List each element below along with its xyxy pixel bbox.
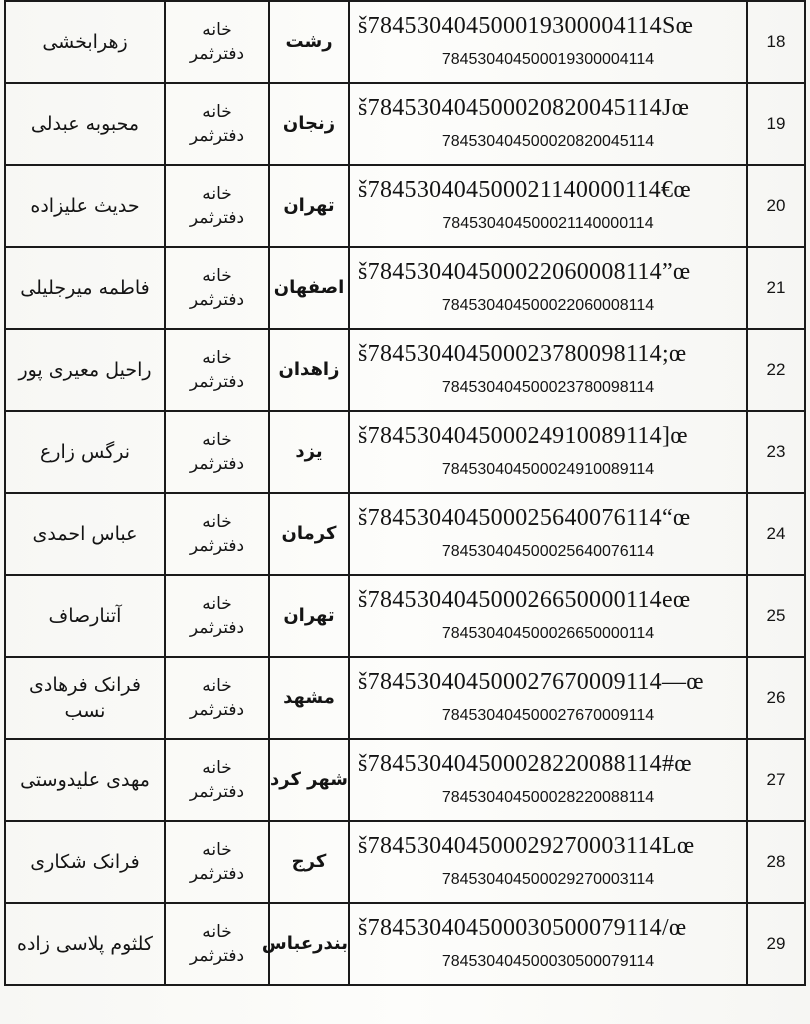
row-index: 24 [766, 524, 786, 543]
recipient-name: نرگس زارع [39, 441, 131, 463]
code-cell [349, 575, 747, 657]
type-line-1: خانه [202, 922, 232, 942]
code-cell [349, 739, 747, 821]
city-cell [269, 821, 349, 903]
barcode-text: š784530404500025640076114“œ [358, 505, 691, 531]
row-index: 20 [766, 196, 786, 215]
table-row [5, 1, 805, 83]
table-row [5, 821, 805, 903]
tracking-number: 784530404500030500079114 [441, 953, 655, 970]
barcode-text: š784530404500020820045114Jœ [358, 95, 690, 121]
city-cell [269, 493, 349, 575]
row-index-cell [747, 411, 805, 493]
table-row [5, 165, 805, 247]
table-row [5, 247, 805, 329]
tracking-number: 784530404500020820045114 [441, 133, 655, 150]
type-cell [165, 165, 269, 247]
type-line-2: دفترثمر [189, 454, 245, 474]
type-line-1: خانه [202, 266, 232, 286]
type-line-2: دفترثمر [189, 126, 245, 146]
code-cell [349, 165, 747, 247]
city-name: رشت [285, 31, 333, 52]
recipient-name: عباس احمدی [32, 523, 138, 545]
recipient-name: فاطمه میرجلیلی [20, 277, 150, 299]
table-row [5, 739, 805, 821]
table-row [5, 329, 805, 411]
type-line-2: دفترثمر [189, 44, 245, 64]
type-line-1: خانه [202, 512, 232, 532]
table-row [5, 493, 805, 575]
type-line-1: خانه [202, 676, 232, 696]
row-index-cell [747, 903, 805, 985]
type-cell [165, 739, 269, 821]
recipient-name: فرانک فرهادی نسب [29, 674, 141, 722]
tracking-number: 784530404500025640076114 [441, 543, 655, 560]
tracking-number: 784530404500023780098114 [441, 379, 655, 396]
barcode-text: š784530404500019300004114Sœ [358, 13, 694, 39]
row-index-cell [747, 329, 805, 411]
row-index: 21 [766, 278, 786, 297]
tracking-number: 784530404500028220088114 [441, 789, 655, 806]
row-index-cell [747, 821, 805, 903]
recipient-name: محبوبه عبدلی [30, 113, 140, 135]
barcode-text: š784530404500023780098114;œ [358, 341, 687, 367]
type-line-2: دفترثمر [189, 782, 245, 802]
recipient-name-cell [5, 821, 165, 903]
type-cell [165, 493, 269, 575]
type-line-1: خانه [202, 430, 232, 450]
code-cell [349, 329, 747, 411]
barcode-text: š784530404500022060008114”œ [358, 259, 691, 285]
recipient-name: فرانک شکاری [30, 851, 140, 873]
records-table [4, 0, 806, 986]
type-cell [165, 247, 269, 329]
city-cell [269, 411, 349, 493]
row-index-cell [747, 83, 805, 165]
type-line-1: خانه [202, 758, 232, 778]
records-table-body [5, 1, 805, 985]
recipient-name: کلثوم پلاسی زاده [17, 933, 153, 955]
type-line-1: خانه [202, 184, 232, 204]
code-cell [349, 247, 747, 329]
city-cell [269, 83, 349, 165]
row-index: 23 [766, 442, 786, 461]
row-index: 18 [766, 32, 786, 51]
recipient-name: زهرابخشی [42, 31, 128, 53]
tracking-number: 784530404500019300004114 [441, 51, 655, 68]
recipient-name-cell [5, 903, 165, 985]
city-name: زنجان [282, 113, 336, 134]
code-cell [349, 903, 747, 985]
type-cell [165, 821, 269, 903]
city-name: زاهدان [278, 359, 340, 380]
type-cell [165, 1, 269, 83]
type-line-1: خانه [202, 594, 232, 614]
city-name: تهران [283, 195, 335, 216]
row-index: 19 [766, 114, 786, 133]
type-line-2: دفترثمر [189, 372, 245, 392]
type-line-1: خانه [202, 840, 232, 860]
city-cell [269, 247, 349, 329]
barcode-text: š784530404500030500079114/œ [358, 915, 687, 941]
code-cell [349, 657, 747, 739]
type-line-1: خانه [202, 20, 232, 40]
city-cell [261, 903, 349, 985]
barcode-text: š784530404500029270003114Lœ [358, 833, 695, 859]
barcode-text: š784530404500021140000114€œ [358, 177, 691, 203]
code-cell [349, 83, 747, 165]
row-index-cell [747, 657, 805, 739]
row-index-cell [747, 739, 805, 821]
barcode-text: š784530404500026650000114eœ [358, 587, 691, 613]
recipient-name-cell [5, 657, 165, 739]
city-name: کرمان [281, 523, 337, 544]
type-line-2: دفترثمر [189, 536, 245, 556]
type-cell [165, 411, 269, 493]
recipient-name: حدیث علیزاده [30, 195, 140, 217]
row-index-cell [747, 247, 805, 329]
city-name: بندرعباس [261, 933, 348, 954]
table-row [5, 657, 805, 739]
city-cell [269, 329, 349, 411]
row-index: 25 [766, 606, 786, 625]
city-name: تهران [283, 605, 335, 626]
code-cell [349, 821, 747, 903]
recipient-name-cell [5, 739, 165, 821]
table-row [5, 411, 805, 493]
row-index: 22 [766, 360, 786, 379]
city-cell [269, 575, 349, 657]
row-index: 26 [766, 688, 786, 707]
recipient-name: مهدی علیدوستی [20, 769, 150, 791]
type-cell [165, 657, 269, 739]
recipient-name-cell [5, 329, 165, 411]
recipient-name-cell [5, 83, 165, 165]
barcode-text: š784530404500028220088114#œ [358, 751, 692, 777]
type-line-2: دفترثمر [189, 946, 245, 966]
row-index: 28 [766, 852, 786, 871]
barcode-text: š784530404500027670009114—œ [358, 669, 704, 695]
type-cell [165, 329, 269, 411]
table-row [5, 903, 805, 985]
row-index-cell [747, 165, 805, 247]
type-line-2: دفترثمر [189, 618, 245, 638]
table-row [5, 575, 805, 657]
barcode-text: š784530404500024910089114]œ [358, 423, 688, 449]
table-row [5, 83, 805, 165]
city-cell [269, 657, 349, 739]
recipient-name-cell [5, 575, 165, 657]
type-cell [165, 903, 269, 985]
recipient-name: آتنارصاف [48, 605, 122, 627]
recipient-name-cell [5, 411, 165, 493]
recipient-name: راحیل معیری پور [18, 359, 152, 381]
tracking-number: 784530404500022060008114 [441, 297, 655, 314]
city-name: کرج [291, 851, 327, 872]
type-line-1: خانه [202, 102, 232, 122]
type-line-2: دفترثمر [189, 208, 245, 228]
row-index: 27 [766, 770, 786, 789]
tracking-number: 784530404500029270003114 [441, 871, 655, 888]
tracking-number: 784530404500024910089114 [441, 461, 655, 478]
recipient-name-cell [5, 493, 165, 575]
type-line-2: دفترثمر [189, 290, 245, 310]
tracking-number: 784530404500021140000114 [442, 215, 654, 232]
code-cell [349, 493, 747, 575]
row-index-cell [747, 575, 805, 657]
row-index: 29 [766, 934, 786, 953]
city-cell [269, 165, 349, 247]
row-index-cell [747, 493, 805, 575]
type-cell [165, 83, 269, 165]
type-cell [165, 575, 269, 657]
tracking-number: 784530404500026650000114 [441, 625, 655, 642]
recipient-name-cell [5, 165, 165, 247]
city-cell [269, 739, 349, 821]
code-cell [349, 1, 747, 83]
city-name: شهر کرد [270, 769, 348, 790]
recipient-name-cell [5, 247, 165, 329]
city-name: یزد [295, 441, 323, 462]
recipient-name-cell [5, 1, 165, 83]
tracking-number: 784530404500027670009114 [441, 707, 655, 724]
type-line-2: دفترثمر [189, 864, 245, 884]
type-line-2: دفترثمر [189, 700, 245, 720]
code-cell [349, 411, 747, 493]
city-name: اصفهان [273, 277, 345, 298]
city-cell [269, 1, 349, 83]
row-index-cell [747, 1, 805, 83]
type-line-1: خانه [202, 348, 232, 368]
city-name: مشهد [283, 687, 335, 708]
